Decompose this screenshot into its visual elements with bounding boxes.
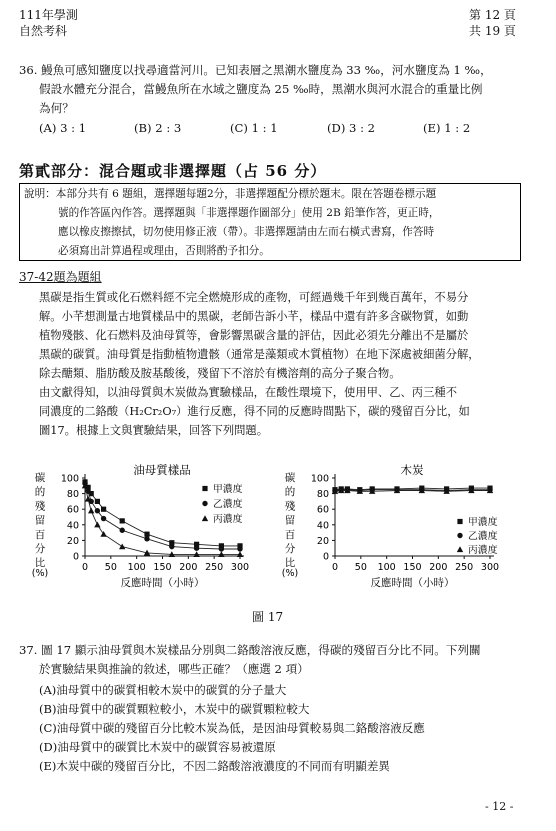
charcoal-ylabel-char: 留 [284,514,296,527]
oil-y-tick-label: 80 [66,489,79,501]
q37-option-b[interactable]: (B)油母質中的碳質顆粒較小，木炭中的碳質顆粒較大 [39,702,310,716]
oil-ylabel-char: 的 [34,486,46,499]
exam-year: 111年學測 [19,8,78,22]
instructions-line3: 應以橡皮擦擦拭，切勿使用修正液（帶）。非選擇題請由左而右橫式書寫，作答時 [58,226,435,238]
oil-legend-marker-1 [202,486,207,491]
oil-legend-label-3: 丙濃度 [213,514,243,525]
instructions-line1: 說明：本部分共有 6 題組，選擇題每題2分，非選擇題配分標於題末。限在答題卷標示題 [24,188,437,200]
oil-x-tick-label: 50 [104,562,117,573]
q37-line1: 37. 圖 17 顯示油母質與木炭樣品分別與二鉻酸溶液反應，得碳的殘留百分比不同。下列關 [19,643,481,657]
oil-ylabel-char: 分 [34,543,46,555]
charcoal-x-tick-label: 300 [480,562,500,573]
charcoal-x-tick-label: 150 [403,562,422,573]
oil-data-point-1 [101,507,106,512]
q37-option-d[interactable]: (D)油母質中的碳質比木炭中的碳質容易被還原 [39,740,276,754]
oil-ylabel-char: 百 [34,528,46,541]
q36-line3: 為何？ [39,101,74,115]
instructions-line2: 號的作答區內作答。選擇題與「非選擇題作圖部分」使用 2B 鉛筆作答，更正時， [58,207,440,219]
oil-data-point-2 [120,528,125,533]
oil-ylabel-char: 留 [34,514,46,527]
charcoal-y-tick-label: 100 [310,473,329,485]
charcoal-legend-label-3: 丙濃度 [468,545,498,556]
oil-data-point-3 [94,522,100,528]
oil-x-tick-label: 0 [81,562,89,573]
q36-option-a[interactable]: (A) 3 : 1 [39,121,87,135]
charcoal-ylabel-char: 碳 [284,472,296,484]
q37-option-c[interactable]: (C)油母質中碳的殘留百分比較木炭為低，是因油母質較易與二鉻酸溶液反應 [39,721,425,735]
q36-line2: 假設水體充分混合，當鰻魚所在水域之鹽度為 25 ‰時，黑潮水與河水混合的重量比例 [39,82,483,96]
total-pages: 共 19 頁 [469,24,516,38]
charcoal-ylabel-char: 分 [284,543,296,555]
charcoal-ylabel-unit: (%) [281,568,299,579]
oil-y-tick-label: 20 [66,535,79,547]
charcoal-x-tick-label: 100 [377,562,396,573]
oil-ylabel-char: 碳 [34,472,46,484]
oil-data-point-1 [144,532,149,537]
charcoal-y-tick-label: 0 [322,551,329,563]
oil-data-point-3 [119,543,125,549]
passage-line2: 解。小芊想測量古地質樣品中的黑碳，老師告訴小芊，樣品中還有許多含碳物質，如動 [39,310,469,323]
passage-line7: 同濃度的二鉻酸（H₂Cr₂O₇）進行反應，得不同的反應時間點下，碳的殘留百分比，如 [39,405,470,418]
section-title: 第貳部分：混合題或非選擇題（占 56 分） [19,162,327,180]
charcoal-ylabel-char: 比 [284,557,296,570]
charcoal-x-tick-label: 250 [455,562,474,573]
passage-line3: 植物殘骸、化石燃料及油母質等，會影響黑碳含量的評估，因此必須先分離出不是屬於 [39,329,469,342]
oil-x-tick-label: 200 [179,562,198,573]
oil-x-tick-label: 250 [205,562,224,573]
oil-x-tick-label: 150 [153,562,172,573]
figure-caption: 圖 17 [252,610,284,624]
oil-data-point-2 [101,516,106,521]
charcoal-ylabel-char: 的 [284,486,296,499]
oil-legend-label-2: 乙濃度 [213,499,243,510]
q37-option-a[interactable]: (A)油母質中的碳質相較木炭中的碳質的分子量大 [39,683,287,697]
oil-data-point-2 [194,546,199,551]
footer-page-number: - 12 - [485,800,514,813]
oil-y-tick-label: 0 [72,551,79,563]
oil-data-point-2 [144,536,149,541]
oil-data-point-2 [219,546,224,551]
oil-legend-marker-3 [202,515,208,521]
q37-line2: 於實驗結果與推論的敘述，哪些正確？（應選 2 項） [39,662,309,676]
charcoal-legend-marker-2 [457,533,462,538]
passage-line1: 黑碳是指生質或化石燃料經不完全燃燒形成的產物，可經過幾千年到幾百萬年，不易分 [39,291,469,304]
oil-y-tick-label: 100 [60,473,79,485]
charcoal-x-tick-label: 50 [354,562,367,573]
oil-data-point-3 [100,531,106,537]
charcoal-y-tick-label: 20 [316,535,329,547]
charcoal-legend-label-2: 乙濃度 [468,531,498,542]
oil-x-tick-label: 100 [127,562,146,573]
passage-line4: 黑碳的碳質。油母質是指動植物遺骸（通常是藻類或木質植物）在地下深處被細菌分解， [39,348,480,361]
charcoal-x-tick-label: 0 [331,562,339,573]
oil-data-point-2 [237,546,242,551]
oil-x-tick-label: 300 [230,562,250,573]
oil-data-point-1 [120,518,125,523]
oil-ylabel-char: 比 [34,557,46,570]
charcoal-ylabel-char: 百 [284,528,296,541]
oil-ylabel-unit: (%) [31,568,49,579]
oil-data-point-3 [88,508,94,514]
charcoal-legend-marker-3 [457,546,463,552]
q36-line1: 36. 鰻魚可感知鹽度以找尋適當河川。已知表層之黑潮水鹽度為 33 ‰，河水鹽度為 1 ‰， [19,63,492,77]
oil-xlabel: 反應時間（小時） [120,577,205,589]
charcoal-legend-marker-1 [457,519,462,524]
instructions-line4: 必須寫出計算過程或理由，否則將酌予扣分。 [58,245,270,257]
charcoal-y-tick-label: 80 [316,489,329,501]
oil-legend-marker-2 [202,501,207,506]
charcoal-xlabel: 反應時間（小時） [370,577,455,589]
charcoal-y-tick-label: 60 [316,504,329,516]
q37-option-e[interactable]: (E)木炭中碳的殘留百分比，不因二鉻酸溶液濃度的不同而有明顯差異 [39,759,390,773]
oil-y-tick-label: 60 [66,504,79,516]
oil-y-tick-label: 40 [66,520,79,532]
charcoal-ylabel-char: 殘 [284,500,296,513]
q36-option-d[interactable]: (D) 3 : 2 [327,121,376,135]
oil-data-point-1 [95,499,100,504]
passage-line8: 圖17。根據上文與實驗結果，回答下列問題。 [39,424,269,437]
oil-data-point-2 [95,508,100,513]
passage-line6: 由文獻得知，以油母質與木炭做為實驗樣品，在酸性環境下，使用甲、乙、丙三種不 [39,386,457,399]
q36-option-b[interactable]: (B) 2 : 3 [134,121,182,135]
page-number: 第 12 頁 [469,8,516,22]
oil-data-point-2 [169,544,174,549]
charcoal-y-tick-label: 40 [316,520,329,532]
charcoal-legend-label-1: 甲濃度 [468,517,498,528]
charcoal-x-tick-label: 200 [429,562,448,573]
oil-ylabel-char: 殘 [34,500,46,513]
charcoal-chart-title: 木炭 [400,463,424,477]
q36-option-c[interactable]: (C) 1 : 1 [230,121,278,135]
oil-legend-label-1: 甲濃度 [213,484,243,495]
figure-17 [0,455,556,625]
oil-chart-title: 油母質樣品 [133,463,191,477]
instructions-box [19,183,521,261]
passage-line5: 除去醣類、脂肪酸及胺基酸後，殘留下不溶於有機溶劑的高分子聚合物。 [39,367,401,380]
subject-name: 自然考科 [19,24,68,38]
group-title: 37-42題為題組 [19,270,102,284]
q36-option-e[interactable]: (E) 1 : 2 [423,121,471,135]
